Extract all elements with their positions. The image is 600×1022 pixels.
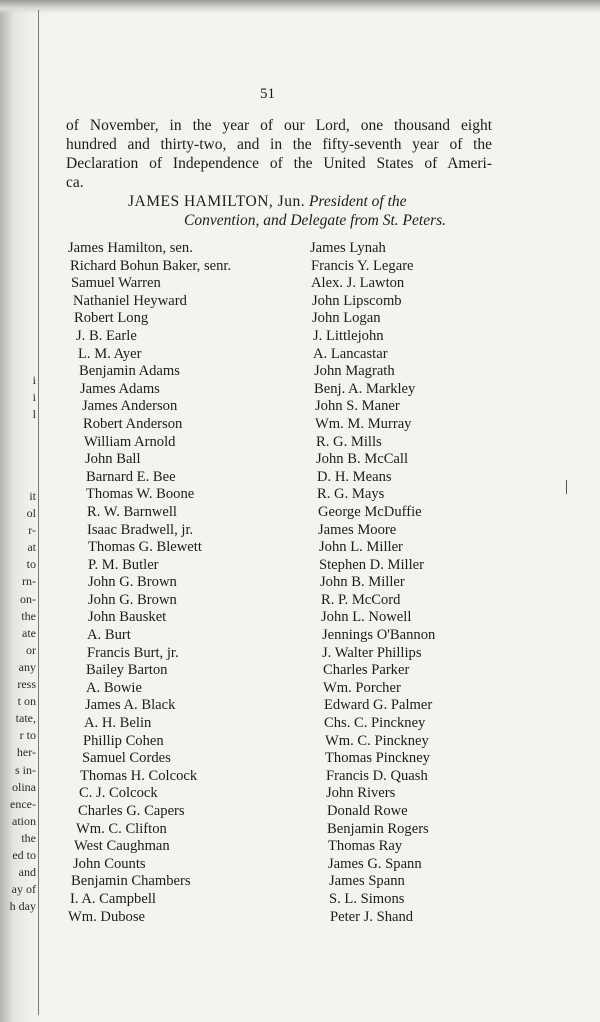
margin-fragment: it (29, 489, 36, 503)
margin-fragment: i (32, 390, 36, 405)
signer-name: JAMES HAMILTON, Jun. (128, 193, 306, 210)
delegate-name: Thomas Pinckney (325, 750, 430, 767)
delegate-name: A. Bowie (86, 679, 142, 696)
delegate-name: Francis Y. Legare (311, 257, 414, 274)
delegate-name: A. H. Belin (84, 715, 152, 732)
delegate-name: Benjamin Rogers (327, 820, 429, 837)
delegate-names-right-column (310, 240, 490, 926)
delegate-name: Thomas H. Colcock (80, 767, 198, 784)
delegate-name: Stephen D. Miller (319, 556, 424, 573)
delegate-name: John G. Brown (88, 591, 177, 608)
margin-fragment: ate (22, 625, 36, 640)
margin-fragment: t on (17, 694, 36, 709)
page-gutter-line (38, 10, 39, 1015)
delegate-name: James Spann (329, 873, 405, 890)
margin-fragment: any (18, 659, 36, 674)
margin-fragment: her- (16, 745, 36, 760)
delegate-name: J. B. Earle (76, 327, 137, 344)
delegate-name: Benjamin Adams (79, 363, 180, 380)
delegate-name: Nathaniel Heyward (73, 292, 187, 309)
delegate-name: L. M. Ayer (78, 345, 142, 362)
delegate-name: Barnard E. Bee (86, 468, 176, 485)
delegate-name: Charles G. Capers (78, 803, 185, 819)
delegate-name: John Ball (85, 451, 141, 468)
delegate-name: R. P. McCord (321, 591, 401, 608)
delegate-name: James A. Black (85, 697, 176, 714)
delegate-name: C. J. Colcock (79, 785, 158, 802)
delegate-name: William Arnold (84, 433, 176, 450)
delegate-name: John Lipscomb (312, 292, 402, 309)
closing-paragraph (66, 116, 492, 192)
delegate-name: Edward G. Palmer (324, 697, 433, 714)
margin-fragment: at (27, 540, 36, 555)
delegate-name: Francis D. Quash (326, 767, 428, 784)
margin-fragment: ence- (10, 796, 36, 811)
delegate-name: Phillip Cohen (83, 732, 164, 749)
delegate-name: Donald Rowe (327, 803, 408, 819)
delegate-name: Benjamin Chambers (71, 873, 191, 890)
delegate-name: Thomas Ray (328, 838, 403, 855)
delegate-name: John Bausket (88, 609, 167, 626)
delegate-name: Wm. Dubose (68, 908, 146, 925)
delegate-name: J. Walter Phillips (322, 644, 422, 661)
delegate-name: John Rivers (326, 785, 396, 802)
margin-fragment: ol (26, 506, 36, 521)
margin-fragment: the (21, 608, 36, 623)
delegate-name: John Logan (312, 310, 381, 327)
delegate-name: R. G. Mays (317, 486, 385, 503)
margin-fragment: r- (28, 523, 36, 538)
delegate-name: J. Littlejohn (313, 327, 384, 344)
delegate-name: Thomas W. Boone (86, 486, 195, 503)
paragraph-line: of November, in the year of our Lord, one thousand eight (66, 117, 492, 134)
delegate-name: James G. Spann (328, 855, 422, 872)
delegate-name: John G. Brown (88, 574, 177, 591)
delegate-name: Samuel Cordes (82, 750, 171, 767)
margin-fragment: the (21, 830, 36, 845)
delegate-name: James Moore (318, 521, 397, 538)
delegate-name: Bailey Barton (86, 662, 168, 679)
delegate-name: Peter J. Shand (330, 908, 414, 925)
signer-role-part-1: President of the (308, 193, 407, 210)
margin-fragment: h day (9, 899, 36, 914)
margin-fragment: s in- (15, 762, 36, 777)
delegate-name: James Anderson (82, 398, 178, 415)
page-number: 51 (260, 86, 275, 102)
delegate-name: Richard Bohun Baker, senr. (70, 257, 232, 274)
delegate-name: John L. Nowell (321, 609, 412, 626)
delegate-name: West Caughman (74, 838, 170, 855)
delegate-name: John L. Miller (319, 539, 403, 556)
delegate-name: I. A. Campbell (70, 890, 156, 907)
signer-role-part-2: Convention, and Delegate from St. Peters. (184, 212, 447, 229)
margin-fragment: rn- (22, 574, 36, 589)
delegate-name: Wm. C. Clifton (76, 820, 167, 837)
margin-fragment: r to (19, 728, 36, 743)
paragraph-line: Declaration of Independence of the United States of Ameri- (66, 155, 492, 172)
delegate-name: Wm. M. Murray (315, 415, 412, 432)
margin-fragment: or (26, 642, 36, 657)
delegate-name: George McDuffie (318, 503, 422, 520)
delegate-name: P. M. Butler (88, 556, 159, 573)
delegate-name: Robert Anderson (83, 415, 183, 432)
delegate-name: S. L. Simons (329, 890, 405, 907)
delegate-name: A. Lancastar (313, 345, 388, 362)
delegate-name: Samuel Warren (71, 275, 161, 292)
margin-fragment: and (18, 865, 36, 880)
delegate-name: Charles Parker (323, 662, 410, 679)
delegate-name: Isaac Bradwell, jr. (87, 521, 194, 538)
paragraph-line: ca. (66, 174, 84, 191)
delegate-name: Wm. C. Pinckney (325, 732, 429, 749)
margin-fragment: ation (12, 813, 36, 828)
delegate-name: D. H. Means (317, 468, 392, 485)
paragraph-line: hundred and thirty-two, and in the fifty-seventh year of the (66, 136, 492, 153)
margin-fragment: on- (20, 591, 36, 606)
margin-fragment: i (32, 373, 36, 387)
delegate-name: John S. Maner (315, 398, 400, 415)
previous-page-margin-text-upper (0, 372, 36, 423)
delegate-names-left-column (68, 240, 298, 926)
previous-page-margin-text-lower (0, 488, 36, 915)
margin-fragment: ay of (11, 882, 36, 897)
delegate-name: Benj. A. Markley (314, 380, 416, 397)
margin-fragment: l (32, 407, 36, 422)
signature-block (66, 192, 492, 230)
margin-fragment: tate, (15, 711, 36, 726)
delegate-name: James Hamilton, sen. (68, 240, 193, 256)
delegate-name: Thomas G. Blewett (88, 539, 202, 556)
delegate-name: Francis Burt, jr. (87, 644, 179, 661)
delegate-name: James Adams (80, 380, 160, 397)
delegate-name: Wm. Porcher (323, 679, 401, 696)
signature-line-1 (66, 192, 492, 211)
delegate-name: Alex. J. Lawton (311, 275, 405, 292)
delegate-name: A. Burt (87, 627, 131, 644)
margin-fragment: ed to (12, 847, 36, 862)
scan-shadow (0, 0, 600, 14)
delegate-name: Jennings O'Bannon (322, 627, 436, 644)
delegate-name: James Lynah (310, 240, 386, 256)
delegate-name: John B. Miller (320, 574, 405, 591)
delegate-name: R. W. Barnwell (87, 503, 177, 520)
delegate-name: R. G. Mills (316, 433, 382, 450)
delegate-name: Chs. C. Pinckney (324, 715, 426, 732)
stray-mark (566, 480, 567, 494)
margin-fragment: to (26, 557, 36, 572)
delegate-name: John Magrath (314, 363, 395, 380)
delegate-name: John Counts (73, 855, 146, 872)
delegate-name: Robert Long (74, 310, 149, 327)
margin-fragment: olina (12, 779, 36, 794)
delegate-name: John B. McCall (316, 451, 409, 468)
margin-fragment: ress (17, 677, 36, 692)
